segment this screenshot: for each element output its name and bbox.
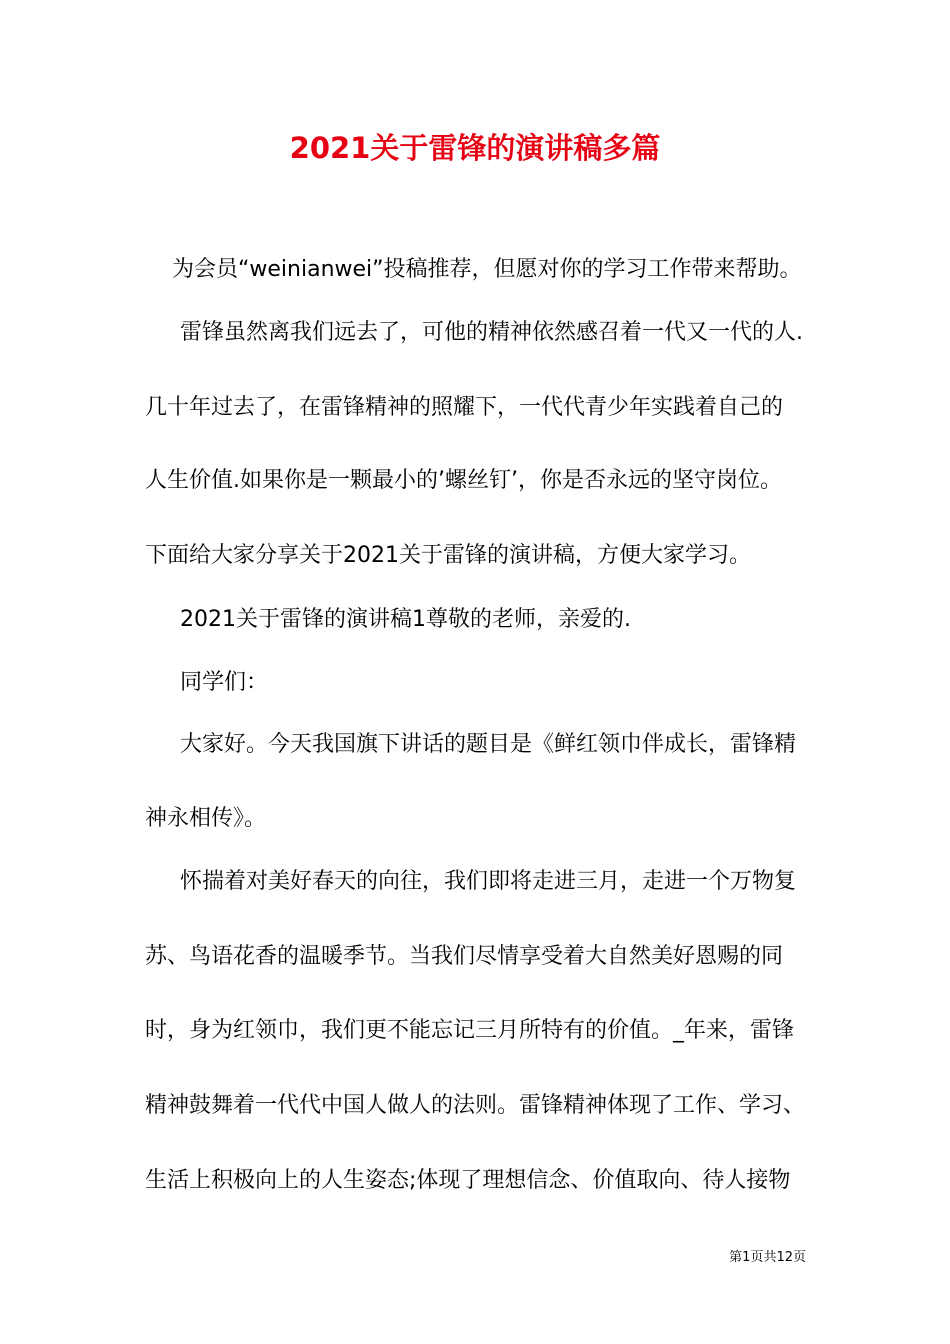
paragraph-line: 精神鼓舞着一代代中国人做人的法则。雷锋精神体现了工作、学习、 [145,1093,806,1118]
paragraph-line: 下面给大家分享关于2021关于雷锋的演讲稿，方便大家学习。 [145,543,751,568]
paragraph-line: 人生价值.如果你是一颗最小的’螺丝钉’，你是否永远的坚守岗位。 [145,468,782,493]
paragraph-line: 为会员“weinianwei”投稿推荐，但愿对你的学习工作带来帮助。 [172,257,802,282]
paragraph-line: 神永相传》。 [145,806,267,831]
paragraph-line: 几十年过去了，在雷锋精神的照耀下，一代代青少年实践着自己的 [145,395,784,420]
paragraph-line: 雷锋虽然离我们远去了，可他的精神依然感召着一代又一代的人. [180,320,803,345]
page-indicator: 第1页共12页 [729,1250,806,1265]
paragraph-line: 2021关于雷锋的演讲稿1尊敬的老师，亲爱的. [180,607,631,632]
paragraph-line: 时，身为红领巾，我们更不能忘记三月所特有的价值。_年来，雷锋 [145,1018,795,1043]
document-title: 2021关于雷锋的演讲稿多篇 [289,131,661,165]
paragraph-line: 怀揣着对美好春天的向往，我们即将走进三月，走进一个万物复 [180,869,797,894]
paragraph-line: 同学们： [180,670,269,695]
paragraph-line: 苏、鸟语花香的温暖季节。当我们尽情享受着大自然美好恩赐的同 [145,944,784,969]
paragraph-line: 生活上积极向上的人生姿态;体现了理想信念、价值取向、待人接物 [145,1168,791,1193]
paragraph-line: 大家好。今天我国旗下讲话的题目是《鲜红领巾伴成长，雷锋精 [180,732,797,757]
